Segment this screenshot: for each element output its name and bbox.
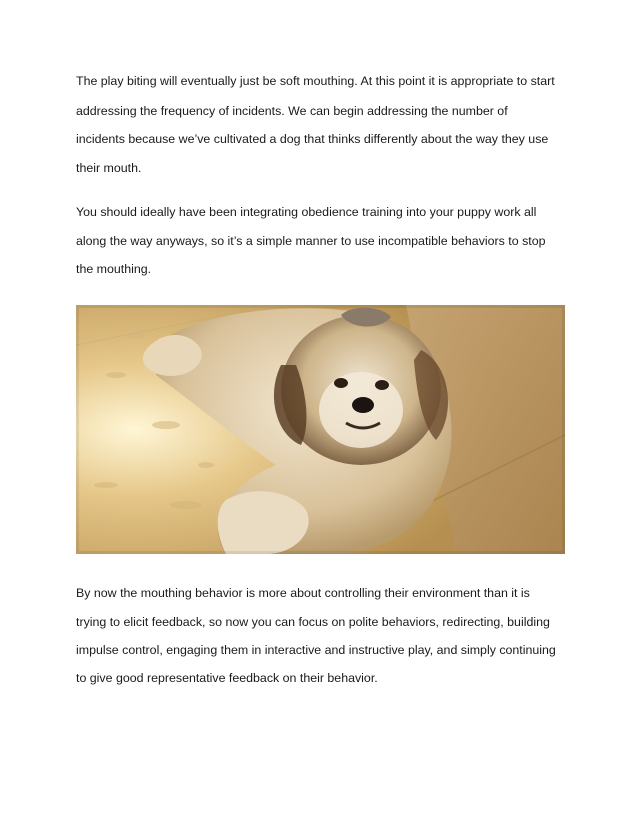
paragraph-2-line-1: You should ideally have been integrating obedience training into your puppy work all [76,205,537,219]
paragraph-2-line-2: along the way anyways, so it’s a simple manner to use incompatible behaviors to stop [76,234,546,248]
paragraph-1-line-1: The play biting will eventually just be soft mouthing. At this point it is appropriate to start [76,74,555,88]
paragraph-1-line-2: addressing the frequency of incidents. We can begin addressing the number of [76,104,508,118]
paragraph-1-line-4: their mouth. [76,161,142,175]
dog-photo [76,305,565,554]
paragraph-3-line-2: trying to elicit feedback, so now you can focus on polite behaviors, redirecting, building [76,615,550,629]
paragraph-2-line-3: the mouthing. [76,262,152,276]
paragraph-3-line-3: impulse control, engaging them in interactive and instructive play, and simply continuing [76,643,556,657]
paragraph-1-line-3: incidents because we’ve cultivated a dog that thinks differently about the way they use [76,132,549,146]
paragraph-3-line-4: to give good representative feedback on their behavior. [76,671,378,685]
paragraph-3-line-1: By now the mouthing behavior is more about controlling their environment than it is [76,586,530,600]
